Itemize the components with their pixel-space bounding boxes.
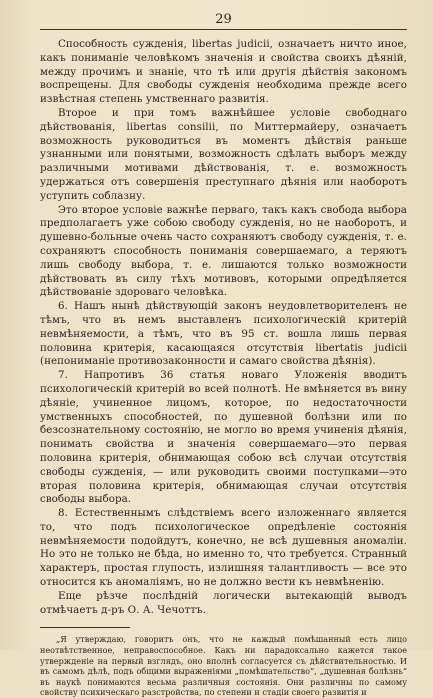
paragraph-5: 7. Напротивъ 36 статья новаго Уложенія вводитъ психологическій критерій во всей полнотѣ. Не вмѣняется въ вину дѣяніе, учиненное лицомъ, которое, по недостаточности умственныхъ способностей, по душевной болѣзни или по безсознательному состоянію, не могло во время учиненія дѣянія, понимать свойства и значенія совершаемаго—это первая половина критерія, обнимающая собою всѣ случаи отсутствія свободы сужденія, — или руководить своими поступками—это вторая половина критерія, обнимающая случаи отсутствія свободы выбора. — [40, 369, 407, 506]
footnote-text: „Я утверждаю, говоритъ онъ, что не каждый помѣшанный есть лицо неотвѣтственное, неправоспособное. Какъ ни парадоксально кажется такое утвержденіе на первый взглядъ, оно вполнѣ согласуется съ дѣйствительностью. И въ самомъ дѣлѣ, подъ общими выраженіями „помѣшательство“, „душевная болѣзнь“ въ наукѣ понимаются весьма различныя состоянія. Они различны по самому свойству психическаго разстройства, по степени и стадіи своего развитія и — [40, 634, 407, 698]
page-number: 29 — [215, 12, 232, 27]
paragraph-1: Способность сужденія, libertas judicii, означаетъ ничто иное, какъ пониманіе человѣкомъ значенія и свойства своихъ дѣяній, между прочимъ и знаніе, что тѣ или другія дѣйствія закономъ воспрещены. Для свободы сужденія необходима прежде всего извѣстная степень умственнаго развитія. — [40, 38, 407, 106]
paragraph-4: 6. Нашъ нынѣ дѣйствующій законъ неудовлетворителенъ не тѣмъ, что въ немъ выставленъ психологическій критерій невмѣняемости, а тѣмъ, что въ 95 ст. вошла лишь первая половина критерія, касающаяся отсутствія libertatis judicii (непониманіе противозаконности и самаго свойства дѣянія). — [40, 300, 407, 368]
paragraph-3: Это второе условіе важнѣе перваго, такъ какъ свобода выбора предполагаетъ уже собою свободу сужденія, но не наоборотъ, и душевно-больные очень часто сохраняютъ свободу сужденія, т. е. сохраняютъ способность пониманія совершаемаго, а теряютъ лишь свободу выбора, т. е. лишаются только возможности дѣйствовать въ силу тѣхъ мотивовъ, которыми опредѣляется дѣйствованіе здороваго человѣка. — [40, 203, 407, 299]
footnote-rule — [40, 627, 130, 628]
paragraph-7: Еще рѣзче послѣдній логически вытекающій выводъ отмѣчаетъ д-ръ О. А. Чечоттъ. — [40, 589, 407, 616]
footnote — [40, 634, 407, 698]
paragraph-6: 8. Естественнымъ слѣдствіемъ всего изложеннаго является то, что подъ психологическое опредѣленіе состоянія невмѣняемости подойдутъ, конечно, не всѣ душевныя аномаліи. Но это не только не бѣда, но именно то, что требуется. Странный характеръ, простая глупость, излишняя талантливость — все это относится къ аномаліямъ, но не должно вести къ невмѣненію. — [40, 507, 407, 589]
header-rule — [40, 29, 407, 30]
paragraph-2: Второе и при томъ важнѣйшее условіе свободнаго дѣйствованія, libertas consilii, по Миттермайеру, означаетъ возможность руководиться въ моментъ дѣйствія раньше узнанными или понятыми, возможность сдѣлать выборъ между различными мотивами дѣйствованія, т. е. возможность удержаться отъ совершенія преступнаго дѣянія или наоборотъ уступить соблазну. — [40, 106, 407, 202]
body-text — [40, 38, 407, 617]
